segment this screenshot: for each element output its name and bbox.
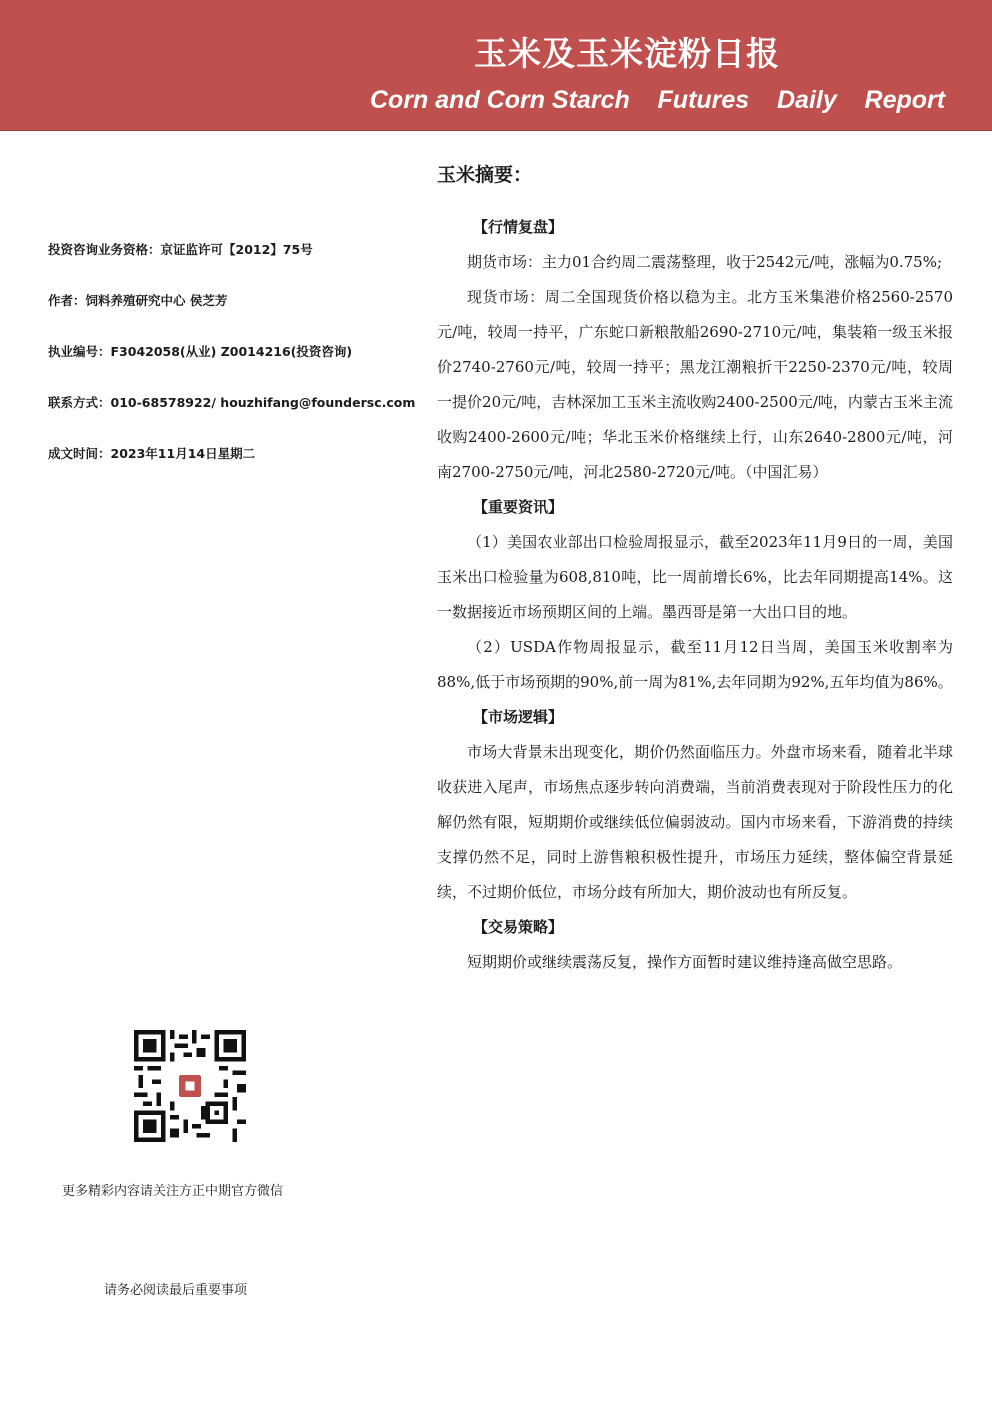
section-title-market-logic: 【市场逻辑】 [473, 708, 564, 726]
meta-qualification [48, 240, 428, 291]
author-info [48, 240, 428, 495]
paragraph-trading-strategy: 短期期价或继续震荡反复，操作方面暂时建议维持逢高做空思路。 [467, 953, 903, 971]
section-title-trading-strategy: 【交易策略】 [473, 918, 564, 936]
meta-date [48, 444, 428, 495]
report-title: 玉米及玉米淀粉日报 [474, 34, 780, 73]
meta-value: 饲料养殖研究中心 侯芝芳 [85, 293, 228, 308]
qr-caption: 更多精彩内容请关注方正中期官方微信 [62, 1184, 284, 1199]
meta-contact [48, 393, 428, 444]
meta-author [48, 291, 428, 342]
meta-label: 联系方式： [48, 395, 111, 410]
meta-label: 作者： [48, 293, 86, 308]
meta-label: 执业编号： [48, 344, 111, 359]
wechat-qr-code [134, 1030, 246, 1142]
paragraph-spot-market: 现货市场：周二全国现货价格以稳为主。北方玉米集港价格2560-2570元/吨，较周一持平，广东蛇口新粮散船2690-2710元/吨，集装箱一级玉米报价2740-2760元/吨，较周一持平；黑龙江潮粮折干2250-2370元/吨，较周一提价20元/吨，吉林深加工玉米主流收购2400-2500元/吨，内蒙古玉米主流收购2400-2600元/吨；华北玉米价格继续上行，山东2640-2800元/吨，河南2700-2750元/吨，河北2580-2720元/吨。（中国汇易） [437, 288, 953, 481]
meta-value: 2023年11月14日星期二 [110, 446, 256, 461]
meta-value: F3042058(从业) Z0014216(投资咨询) [110, 344, 353, 359]
section-title-key-news: 【重要资讯】 [473, 498, 564, 516]
meta-label: 投资咨询业务资格： [48, 242, 161, 257]
header-divider [0, 130, 992, 131]
summary-title: 玉米摘要： [437, 164, 533, 186]
paragraph-market-logic: 市场大背景未出现变化，期价仍然面临压力。外盘市场来看，随着北半球收获进入尾声，市场焦点逐步转向消费端，当前消费表现对于阶段性压力的化解仍然有限，短期期价或继续低位偏弱波动。国内市场来看，下游消费的持续支撑仍然不足，同时上游售粮积极性提升，市场压力延续，整体偏空背景延续，不过期价低位，市场分歧有所加大，期价波动也有所反复。 [437, 743, 953, 901]
paragraph-futures-market: 期货市场：主力01合约周二震荡整理，收于2542元/吨，涨幅为0.75%; [467, 253, 943, 271]
paragraph-news-1: （1）美国农业部出口检验周报显示，截至2023年11月9日的一周，美国玉米出口检验量为608,810吨，比一周前增长6%，比去年同期提高14%。这一数据接近市场预期区间的上端。墨西哥是第一大出口目的地。 [437, 533, 953, 621]
meta-license [48, 342, 428, 393]
section-title-market-review: 【行情复盘】 [473, 218, 564, 236]
disclaimer-note: 请务必阅读最后重要事项 [104, 1283, 248, 1298]
paragraph-news-2: （2）USDA作物周报显示，截至11月12日当周，美国玉米收割率为88%,低于市场预期的90%,前一周为81%,去年同期为92%,五年均值为86%。 [437, 638, 953, 691]
meta-label: 成文时间： [48, 446, 111, 461]
meta-value: 京证监许可【2012】75号 [160, 242, 313, 257]
meta-value: 010-68578922/ houzhifang@foundersc.com [110, 395, 416, 410]
corn-summary [437, 160, 953, 980]
report-subtitle: Corn and Corn Starch Futures Daily Report [370, 86, 946, 114]
